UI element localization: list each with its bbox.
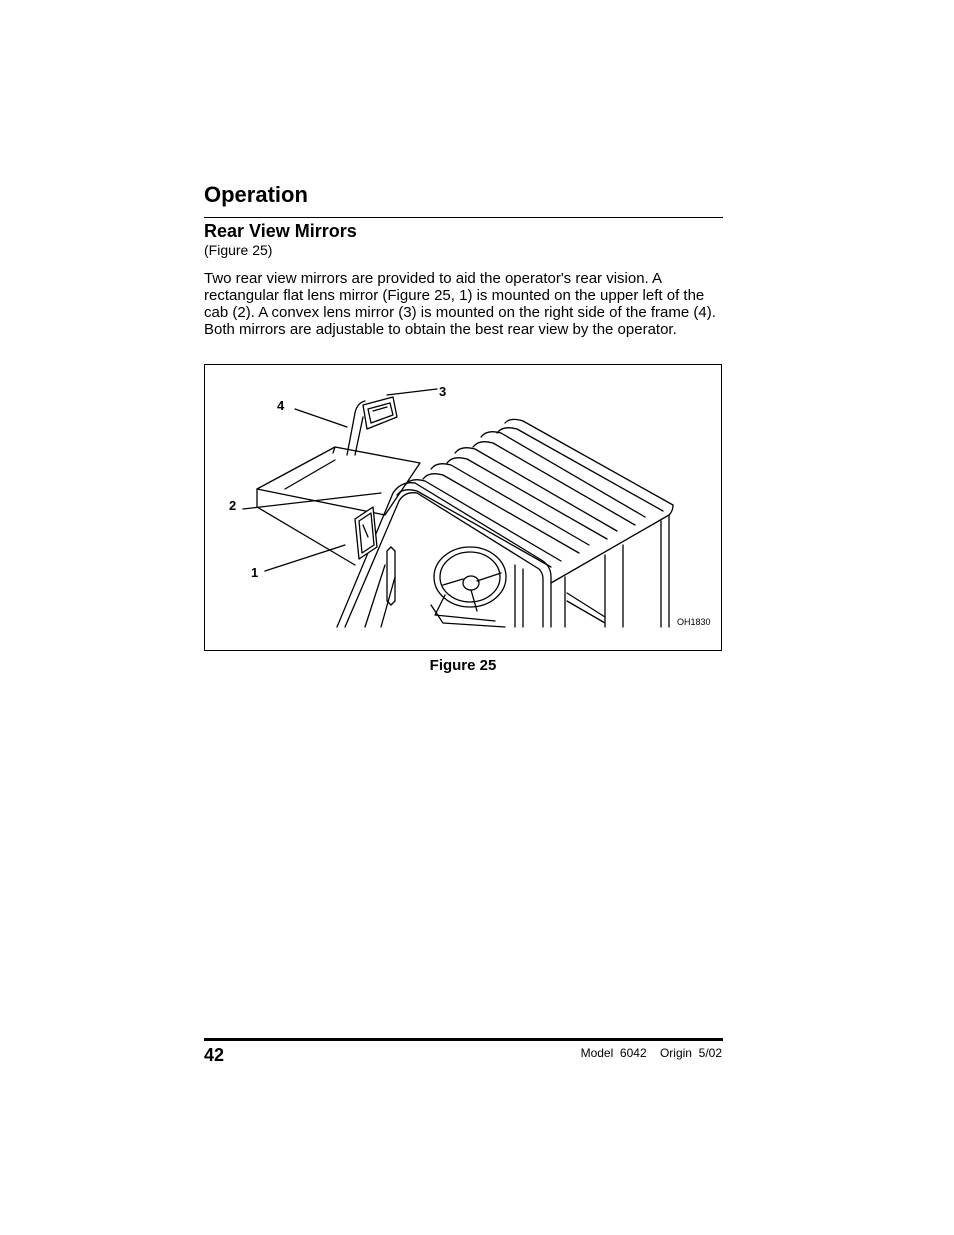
callout-3: 3 — [439, 384, 447, 399]
figure-25 — [204, 364, 722, 651]
section-title: Operation — [204, 182, 308, 207]
callout-4: 4 — [277, 398, 285, 413]
subsection-title: Rear View Mirrors — [204, 221, 357, 241]
callout-2: 2 — [229, 498, 237, 513]
figure-reference: (Figure 25) — [204, 242, 273, 258]
header-rule — [204, 217, 723, 218]
footer-model-origin: Model 6042 Origin 5/02 — [580, 1046, 722, 1060]
body-paragraph: Two rear view mirrors are provided to aid the operator's rear vision. A rectangular flat lens mirror (Figure 25, 1) is mounted on the upper left of the cab (2). A convex lens mirror (3) is mounted on the right side of the frame (4). Both mirrors are adjustable to obtain the best rear view by the operator. — [204, 270, 716, 338]
callout-1: 1 — [251, 565, 259, 580]
figure-caption: Figure 25 — [429, 657, 497, 674]
footer-rule — [204, 1038, 723, 1041]
figure-code: OH1830 — [677, 617, 711, 627]
page-number: 42 — [204, 1045, 225, 1065]
